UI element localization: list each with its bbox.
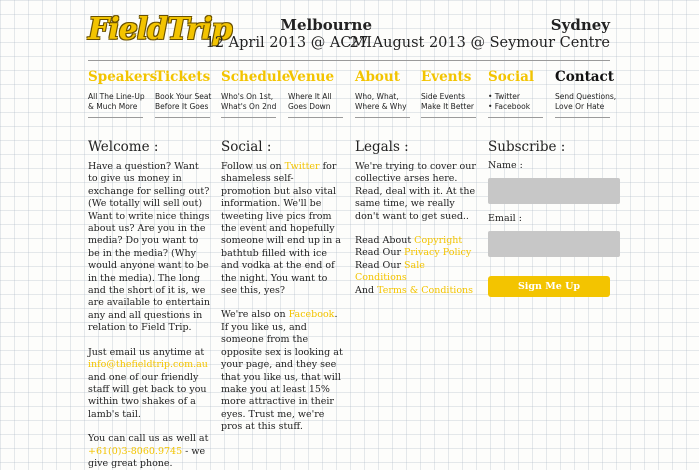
nav-subtitle: • Twitter • Facebook xyxy=(488,92,531,111)
name-label: Name : xyxy=(488,160,523,171)
nav-divider xyxy=(288,117,343,118)
email-input[interactable] xyxy=(488,231,620,257)
nav-subtitle: Side Events Make It Better xyxy=(421,92,475,111)
name-input[interactable] xyxy=(488,178,620,204)
copyright-link[interactable]: Copyright xyxy=(414,235,463,247)
nav-about[interactable] xyxy=(355,69,415,112)
social-facebook-text: We're also on Facebook. If you like us, and someone from the opposite sex is looking at your page, and they see that you like us, that will make you at least 15% more attractive in their eyes. Trust me, we're pros at this stuff. xyxy=(221,309,343,433)
twitter-link[interactable]: Twitter xyxy=(284,161,320,172)
nav-subtitle: Where It All Goes Down xyxy=(288,92,332,111)
welcome-heading: Welcome : xyxy=(88,139,159,155)
subscribe-heading: Subscribe : xyxy=(488,139,566,155)
nav-divider xyxy=(221,117,276,118)
nav-title[interactable]: Schedule xyxy=(221,69,291,85)
nav-speakers[interactable] xyxy=(88,69,158,112)
welcome-email-text: Just email us anytime at info@thefieldtrip.com.au and one of our friendly staff will get back to you within two shakes of a lamb's tail. xyxy=(88,346,208,420)
nav-subtitle: Who's On 1st, What's On 2nd xyxy=(221,92,277,111)
header-divider xyxy=(88,60,610,61)
field-trip-logo[interactable]: FieldTrip xyxy=(88,12,232,47)
social-heading: Social : xyxy=(221,139,272,155)
nav-contact[interactable] xyxy=(555,69,615,112)
nav-subtitle: Book Your Seat Before It Goes xyxy=(155,92,212,111)
nav-tickets[interactable] xyxy=(155,69,215,112)
nav-divider xyxy=(155,117,210,118)
welcome-text: Have a question? Want to give us money in exchange for selling out? (We totally will sell out) Want to write nice things about us? Are you in the media? Do you want to be in the media? (Why would anyone want to be in the media). The long and the short of it is, we are available to entertain any and all questions in relation to Field Trip. xyxy=(88,161,210,334)
nav-divider xyxy=(488,117,543,118)
event-city: Sydney xyxy=(550,16,610,34)
legals-links: Read About Copyright Read Our Privacy Policy Read Our Sale Conditions And Terms & Conditions xyxy=(355,235,474,296)
welcome-phone-text: You can call us as well at +61(0)3-8060.9745 - we give great phone. xyxy=(88,433,209,469)
email-link[interactable]: info@thefieldtrip.com.au xyxy=(88,359,208,371)
nav-title[interactable]: Speakers xyxy=(88,69,158,85)
nav-divider xyxy=(421,117,476,118)
facebook-link[interactable]: Facebook xyxy=(288,309,335,321)
nav-divider xyxy=(355,117,410,118)
event-melbourne xyxy=(206,16,372,52)
nav-divider xyxy=(555,117,610,118)
sale-conditions-link[interactable]: Sale Conditions xyxy=(355,259,425,284)
nav-title[interactable]: Social xyxy=(488,69,534,85)
social-twitter-text: Follow us on Twitter for shameless self-promotion but also vital information. We'll be tweeting live pics from the event and hopefully someone will end up in a bathtub filled with ice and vodka at the end of the night. You want to see this, yes? xyxy=(221,161,341,297)
nav-title[interactable]: About xyxy=(355,69,400,85)
nav-subtitle: Who, What, Where & Why xyxy=(355,92,407,111)
nav-venue[interactable] xyxy=(288,69,348,112)
nav-subtitle: Send Questions, Love Or Hate xyxy=(555,92,617,111)
nav-social[interactable] xyxy=(488,69,548,112)
welcome-section xyxy=(88,139,210,470)
phone-link[interactable]: +61(0)3-8060.9745 xyxy=(88,445,183,457)
nav-schedule[interactable] xyxy=(221,69,291,112)
nav-title[interactable]: Events xyxy=(421,69,472,85)
nav-divider xyxy=(88,117,143,118)
nav-title[interactable]: Tickets xyxy=(155,69,211,85)
legals-text: We're trying to cover our collective arses here. Read, deal with it. At the same time, we really don't want to get sued.. xyxy=(355,161,476,222)
event-city: Melbourne xyxy=(280,16,372,34)
terms-conditions-link[interactable]: Terms & Conditions xyxy=(377,284,474,296)
subscribe-section xyxy=(488,139,620,297)
event-date: 27 August 2013 @ Seymour Centre xyxy=(349,35,610,51)
nav-title[interactable]: Venue xyxy=(288,69,335,85)
sign-me-up-button[interactable]: Sign Me Up xyxy=(488,276,610,297)
privacy-policy-link[interactable]: Privacy Policy xyxy=(404,247,472,259)
nav-events[interactable] xyxy=(421,69,481,112)
nav-title[interactable]: Contact xyxy=(555,69,615,85)
event-date: 12 April 2013 @ ACMI xyxy=(205,35,372,51)
event-sydney xyxy=(350,16,610,52)
nav-subtitle: All The Line-Up & Much More xyxy=(88,92,145,111)
email-label: Email : xyxy=(488,213,522,224)
legals-section xyxy=(355,139,477,297)
social-section xyxy=(221,139,343,434)
legals-heading: Legals : xyxy=(355,139,409,155)
